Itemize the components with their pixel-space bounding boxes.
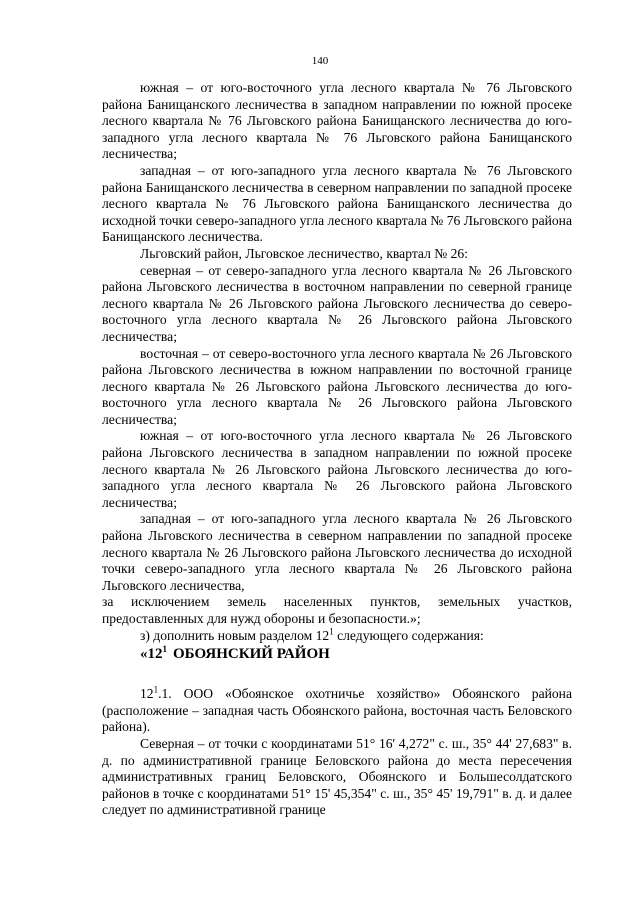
paragraph-item-12-1-1 — [102, 686, 572, 736]
paragraph-west-76: западная – от юго-западного угла лесного квартала № 76 Льговского района Банищанского лесничества в северном направлении по западной просеке лесного квартала № 76 Льговского района Банищанского лесничества до исходной точки северо-западного угла лесного квартала № 76 Льговского района Банищанского лесничества. — [102, 162, 572, 245]
section-heading — [102, 644, 572, 664]
amendment-sup: 1 — [329, 626, 334, 637]
section-title: ОБОЯНСКИЙ РАЙОН — [173, 646, 330, 663]
amendment-text: з) дополнить новым разделом 12 — [140, 627, 330, 643]
item-number: 12 — [140, 686, 154, 702]
item-number-sup: 1 — [153, 684, 159, 695]
paragraph-west-26: западная – от юго-западного угла лесного квартала № 26 Льговского района Льговского лесничества в северном направлении по западной просеке лесного квартала № 26 Льговского района Льговского лесничества до исходной точки северо-западного угла лесного квартала № 26 Льговского района Льговского лесничества, — [102, 511, 572, 593]
paragraph-amendment — [102, 628, 572, 645]
section-number: «12 — [140, 646, 163, 663]
document-body — [102, 80, 572, 819]
section-number-sup: 1 — [162, 644, 167, 655]
paragraph-south-76: южная – от юго-восточного угла лесного квартала № 76 Льговского района Банищанского лесничества в западном направлении по южной просеке лесного квартала № 76 Льговского района Банищанского лесничества до юго-западного угла лесного квартала № 76 Льговского района Банищанского лесничества; — [102, 80, 572, 162]
paragraph-north-26: северная – от северо-западного угла лесного квартала № 26 Льговского района Льговского лесничества в восточном направлении по северной границе лесного квартала № 26 Льговского района Льговского лесничества до северо-восточного угла лесного квартала № 26 Льговского района Льговского лесничества; — [102, 262, 572, 344]
paragraph-lgov-heading: Льговский район, Льговское лесничество, квартал № 26: — [140, 245, 469, 261]
paragraph-south-26: южная – от юго-восточного угла лесного квартала № 26 Льговского района Льговского лесничества в западном направлении по южной просеке лесного квартала № 26 Льговского района Льговского лесничества до юго-западного угла лесного квартала № 26 Льговского района Льговского лесничества; — [102, 428, 572, 510]
page-number: 140 — [311, 55, 329, 67]
paragraph-east-26: восточная – от северо-восточного угла лесного квартала № 26 Льговского района Льговского лесничества в южном направлении по восточной границе лесного квартала № 26 Льговского района Льговского лесничества до юго-восточного угла лесного квартала № 26 Льговского района Льговского лесничества; — [102, 345, 572, 427]
amendment-text-end: следующего содержания: — [333, 627, 484, 643]
item-text: ООО «Обоянское охотничье хозяйство» Обоянского района (расположение – западная часть Обоянского района, восточная часть Беловского района). — [102, 686, 572, 735]
paragraph-north-boundary: Северная – от точки с координатами 51° 16' 4,272" с. ш., 35° 44' 27,683" в. д. по административной границе Беловского района до места пересечения административных границ Беловского, Обоянского и Большесолдатского районов в точке с координатами 51° 15' 45,354" с. ш., 35° 45' 19,791" в. д. и далее следует по административной границе — [102, 735, 572, 818]
paragraph-exclusion: за исключением земель населенных пунктов, земельных участков, предоставленных для нужд обороны и безопасности.»; — [102, 594, 572, 626]
item-number-rest: .1. — [158, 686, 172, 702]
